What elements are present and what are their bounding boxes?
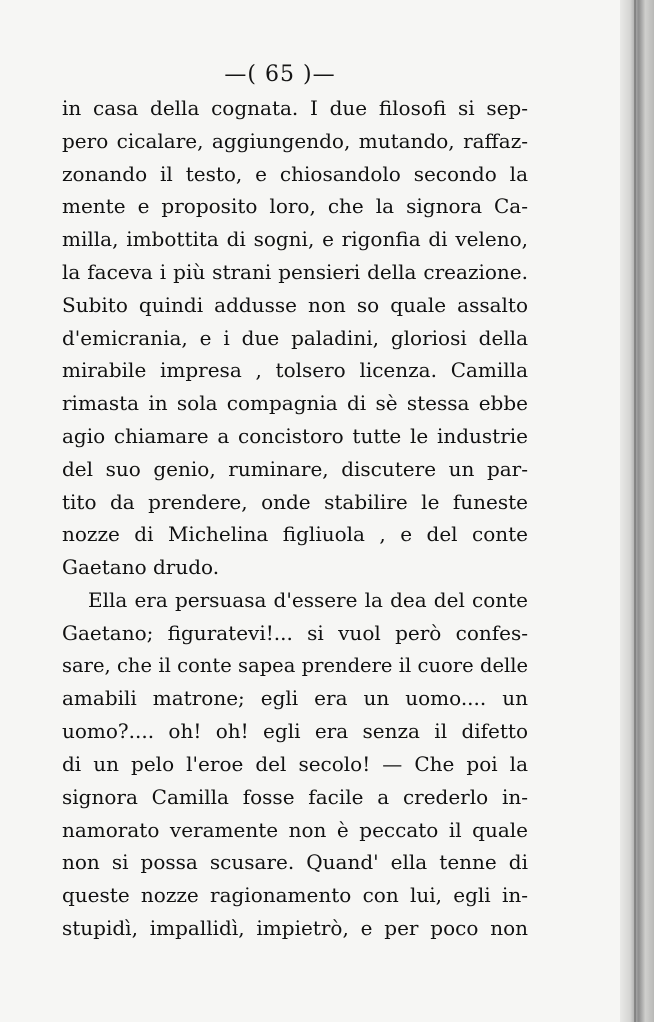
- text-line: zonando il testo, e chiosandolo secondo la: [62, 161, 528, 186]
- text-line: sare, che il conte sapea prendere il cuore delle: [62, 653, 528, 677]
- text-line: di un pelo l'eroe del secolo! — Che poi la: [62, 751, 528, 776]
- page-number: —( 65 )—: [224, 62, 336, 87]
- text-line: la faceva i più strani pensieri della creazione.: [62, 259, 528, 284]
- text-line: rimasta in sola compagnia di sè stessa ebbe: [62, 391, 528, 416]
- text-line: nozze di Michelina figliuola , e del conte: [62, 522, 528, 547]
- text-line: uomo?.... oh! oh! egli era senza il difetto: [62, 719, 528, 744]
- text-line: agio chiamare a concistoro tutte le industrie: [62, 423, 528, 448]
- text-line: namorato veramente non è peccato il quale: [62, 817, 528, 842]
- text-line: tito da prendere, onde stabilire le funeste: [62, 489, 528, 514]
- text-line: del suo genio, ruminare, discutere un par-: [62, 456, 528, 481]
- text-line: pero cicalare, aggiungendo, mutando, raffaz-: [62, 128, 528, 153]
- text-line: mente e proposito loro, che la signora Ca-: [62, 194, 528, 219]
- body-text: [62, 92, 528, 945]
- text-line: mirabile impresa , tolsero licenza. Camilla: [62, 358, 528, 383]
- text-line: milla, imbottita di sogni, e rigonfia di veleno,: [62, 227, 528, 252]
- page-binding-edge: [620, 0, 654, 1022]
- text-line: non si possa scusare. Quand' ella tenne di: [62, 850, 528, 875]
- text-line: amabili matrone; egli era un uomo.... un: [62, 686, 528, 711]
- text-line: in casa della cognata. I due filosofi si sep-: [62, 96, 528, 120]
- text-line: Gaetano; figuratevi!... si vuol però confes-: [62, 620, 528, 645]
- text-line: Subito quindi addusse non so quale assalto: [62, 292, 528, 317]
- text-line: queste nozze ragionamento con lui, egli in-: [62, 883, 528, 908]
- text-line: d'emicrania, e i due paladini, gloriosi della: [62, 325, 528, 350]
- text-line: signora Camilla fosse facile a crederlo in-: [62, 784, 528, 809]
- text-line: Ella era persuasa d'essere la dea del conte: [88, 587, 528, 612]
- text-line: Gaetano drudo.: [62, 555, 220, 580]
- text-line: stupidì, impallidì, impietrò, e per poco non: [62, 915, 528, 940]
